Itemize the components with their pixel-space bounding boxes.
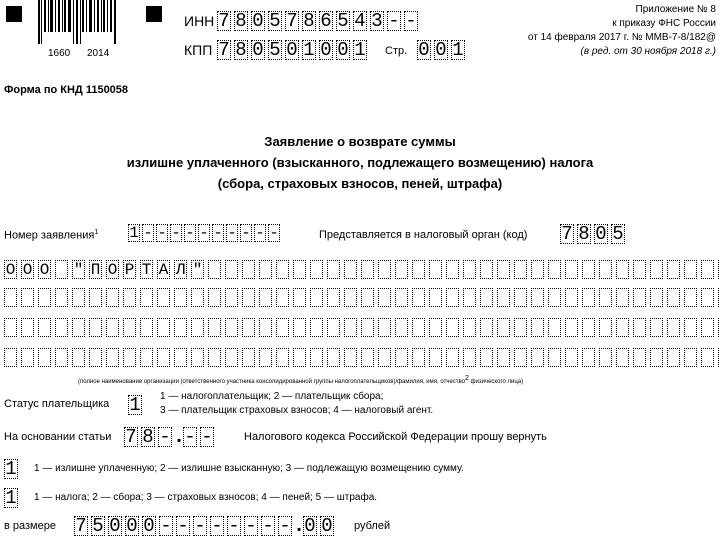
name-char-cell[interactable] (514, 348, 527, 367)
application-number-cell[interactable]: - (227, 224, 237, 242)
article-label: На основании статьи (4, 431, 112, 443)
payer-status-field[interactable] (128, 395, 145, 415)
inn-field[interactable] (217, 11, 421, 31)
form-code: Форма по КНД 1150058 (4, 84, 129, 96)
amount-cell[interactable]: - (194, 515, 206, 537)
tax-authority-label: Представляется в налоговый орган (код) (319, 229, 528, 241)
name-char-cell[interactable] (616, 318, 629, 337)
inn-label: ИНН (184, 13, 215, 29)
name-char-cell[interactable] (497, 318, 510, 337)
name-char-cell[interactable] (412, 288, 425, 307)
name-char-cell[interactable] (548, 348, 561, 367)
inn-cell[interactable]: 5 (269, 10, 281, 32)
name-char-cell[interactable] (582, 318, 595, 337)
name-char-cell[interactable] (599, 288, 612, 307)
kpp-cell[interactable]: 7 (218, 39, 230, 61)
name-char-cell[interactable] (242, 260, 255, 279)
name-char-cell[interactable] (548, 288, 561, 307)
inn-cell[interactable]: - (388, 10, 400, 32)
amount-cell[interactable]: 0 (126, 515, 138, 537)
name-char-cell[interactable] (650, 348, 663, 367)
name-char-cell[interactable] (446, 348, 459, 367)
name-char-cell[interactable] (140, 348, 153, 367)
application-number-cell[interactable]: - (255, 224, 265, 242)
footnote-marker: 1 (94, 229, 99, 236)
refund-type-field[interactable] (4, 459, 21, 479)
name-char-cell[interactable] (633, 318, 646, 337)
name-char-cell[interactable]: П (90, 261, 101, 279)
name-char-cell[interactable] (599, 318, 612, 337)
payer-status-options-2: 3 — плательщик страховых взносов; 4 — налоговый агент. (160, 405, 434, 416)
name-char-cell[interactable] (633, 260, 646, 279)
inn-cell[interactable]: 4 (354, 10, 366, 32)
name-char-cell[interactable] (531, 348, 544, 367)
title-line: (сбора, страховых взносов, пеней, штрафа) (217, 176, 503, 191)
amount-cell[interactable]: - (279, 515, 291, 537)
name-char-cell[interactable] (38, 348, 51, 367)
name-char-cell[interactable] (276, 260, 289, 279)
name-char-cell[interactable] (599, 260, 612, 279)
name-char-cell[interactable] (55, 260, 68, 279)
application-number-cell[interactable]: - (171, 224, 181, 242)
name-char-cell[interactable] (548, 260, 561, 279)
name-char-cell[interactable]: Л (175, 261, 186, 279)
refund-type-cell[interactable]: 1 (5, 458, 17, 480)
form-title (0, 131, 720, 194)
name-char-cell[interactable] (395, 348, 408, 367)
name-char-cell[interactable] (616, 260, 629, 279)
name-char-cell[interactable] (684, 260, 697, 279)
name-char-cell[interactable] (650, 260, 663, 279)
name-char-cell[interactable] (259, 318, 272, 337)
amount-cell[interactable]: 7 (75, 515, 87, 537)
name-char-cell[interactable] (701, 288, 714, 307)
application-number-field[interactable] (128, 224, 282, 242)
name-char-cell[interactable] (582, 288, 595, 307)
name-char-cell[interactable] (361, 260, 374, 279)
corner-marker-left (6, 6, 22, 22)
amount-cell[interactable]: - (262, 515, 274, 537)
kpp-cell[interactable]: 1 (303, 39, 315, 61)
name-char-cell[interactable]: " (192, 261, 203, 279)
kpp-cell[interactable]: 1 (354, 39, 366, 61)
name-char-cell[interactable] (616, 288, 629, 307)
footnote-marker: 2 (465, 375, 469, 382)
kpp-cell[interactable]: 5 (269, 39, 281, 61)
organization-name-row[interactable] (4, 260, 720, 279)
kpp-cell[interactable]: 8 (235, 39, 247, 61)
amount-cell[interactable]: 0 (321, 515, 333, 537)
decimal-dot: . (176, 425, 182, 447)
inn-cell[interactable]: 6 (320, 10, 332, 32)
decimal-dot: . (296, 514, 302, 536)
name-char-cell[interactable] (565, 288, 578, 307)
kpp-cell[interactable]: 0 (252, 39, 264, 61)
inn-cell[interactable]: 7 (286, 10, 298, 32)
name-char-cell[interactable] (293, 260, 306, 279)
amount-cell[interactable]: - (245, 515, 257, 537)
name-char-cell[interactable] (684, 348, 697, 367)
name-char-cell[interactable] (293, 288, 306, 307)
name-char-cell[interactable] (208, 348, 221, 367)
name-char-cell[interactable] (72, 318, 85, 337)
name-char-cell[interactable] (463, 288, 476, 307)
title-line: излишне уплаченного (взысканного, подлежащего возмещению) налога (126, 155, 594, 170)
name-char-cell[interactable] (395, 318, 408, 337)
name-char-cell[interactable] (123, 348, 136, 367)
name-char-cell[interactable] (4, 288, 17, 307)
amount-cell[interactable]: 5 (92, 515, 104, 537)
name-char-cell[interactable] (89, 348, 102, 367)
name-char-cell[interactable] (208, 318, 221, 337)
name-char-cell[interactable] (55, 318, 68, 337)
name-char-cell[interactable] (55, 288, 68, 307)
name-char-cell[interactable] (38, 288, 51, 307)
name-char-cell[interactable] (242, 348, 255, 367)
name-char-cell[interactable]: О (5, 261, 16, 279)
amount-cell[interactable]: 0 (143, 515, 155, 537)
name-char-cell[interactable] (565, 318, 578, 337)
name-char-cell[interactable]: О (39, 261, 50, 279)
name-char-cell[interactable] (701, 348, 714, 367)
name-char-cell[interactable]: О (107, 261, 118, 279)
inn-cell[interactable]: - (405, 10, 417, 32)
organization-name-row[interactable] (4, 348, 720, 367)
name-char-cell[interactable] (174, 288, 187, 307)
name-char-cell[interactable] (106, 288, 119, 307)
name-char-cell[interactable] (361, 288, 374, 307)
application-number-cell[interactable]: 1 (129, 224, 139, 242)
application-number-cell[interactable]: - (241, 224, 251, 242)
name-char-cell[interactable] (582, 260, 595, 279)
name-char-cell[interactable] (684, 288, 697, 307)
inn-cell[interactable]: 5 (337, 10, 349, 32)
amount-cell[interactable]: - (160, 515, 172, 537)
name-char-cell[interactable] (259, 260, 272, 279)
name-char-cell[interactable] (259, 288, 272, 307)
name-char-cell[interactable] (191, 348, 204, 367)
tax-authority-cell[interactable]: 8 (578, 223, 590, 245)
payer-status-options-1: 1 — налогоплательщик; 2 — плательщик сбора; (160, 391, 384, 402)
caption-text-end: физического лица) (470, 379, 524, 385)
article-cell[interactable]: - (159, 426, 171, 448)
name-char-cell[interactable] (242, 318, 255, 337)
payer-status-cell[interactable]: 1 (129, 394, 141, 416)
name-char-cell[interactable] (327, 318, 340, 337)
amount-cell[interactable]: - (228, 515, 240, 537)
name-char-cell[interactable] (140, 318, 153, 337)
amount-label: в размере (4, 520, 56, 532)
name-char-cell[interactable] (106, 348, 119, 367)
name-char-cell[interactable] (208, 260, 221, 279)
appendix-line: (в ред. от 30 ноября 2018 г.) (580, 46, 716, 57)
name-char-cell[interactable] (327, 288, 340, 307)
name-char-cell[interactable] (293, 318, 306, 337)
name-char-cell[interactable] (548, 318, 561, 337)
name-char-cell[interactable] (633, 288, 646, 307)
title-line: Заявление о возврате суммы (264, 134, 456, 149)
kpp-cell[interactable]: 0 (320, 39, 332, 61)
application-number-cell[interactable]: - (157, 224, 167, 242)
name-char-cell[interactable] (684, 318, 697, 337)
name-char-cell[interactable] (378, 318, 391, 337)
name-char-cell[interactable] (480, 348, 493, 367)
name-char-cell[interactable] (327, 348, 340, 367)
organization-name-row[interactable] (4, 288, 720, 307)
name-char-cell[interactable] (497, 260, 510, 279)
kpp-field[interactable] (217, 40, 370, 60)
name-char-cell[interactable] (276, 288, 289, 307)
article-cell[interactable]: - (184, 426, 196, 448)
name-char-cell[interactable] (463, 348, 476, 367)
name-char-cell[interactable] (157, 318, 170, 337)
page-cell[interactable]: 1 (452, 39, 464, 61)
name-char-cell[interactable] (667, 348, 680, 367)
corner-marker-right (146, 6, 162, 22)
name-char-cell[interactable] (395, 288, 408, 307)
name-char-cell[interactable] (633, 348, 646, 367)
name-char-cell[interactable] (361, 318, 374, 337)
name-char-cell[interactable] (565, 348, 578, 367)
payment-type-cell[interactable]: 1 (5, 487, 17, 509)
name-char-cell[interactable] (378, 288, 391, 307)
name-char-cell[interactable] (480, 288, 493, 307)
amount-unit: рублей (354, 520, 391, 532)
appendix-line: Приложение № 8 (635, 4, 716, 15)
name-char-cell[interactable] (701, 260, 714, 279)
name-char-cell[interactable] (429, 288, 442, 307)
amount-cell[interactable]: - (177, 515, 189, 537)
barcode (36, 0, 120, 48)
name-char-cell[interactable] (565, 260, 578, 279)
name-char-cell[interactable] (4, 348, 17, 367)
page-label: Стр. (385, 45, 408, 57)
tax-authority-code-field[interactable] (560, 224, 628, 244)
name-char-cell[interactable] (650, 288, 663, 307)
application-number-cell[interactable]: - (185, 224, 195, 242)
kpp-cell[interactable]: 0 (286, 39, 298, 61)
name-char-cell[interactable] (412, 348, 425, 367)
name-char-cell[interactable] (72, 348, 85, 367)
name-char-cell[interactable] (446, 260, 459, 279)
name-char-cell[interactable] (514, 318, 527, 337)
name-char-cell[interactable] (225, 260, 238, 279)
name-char-cell[interactable] (429, 260, 442, 279)
name-char-cell[interactable] (4, 318, 17, 337)
name-char-cell[interactable] (123, 288, 136, 307)
name-char-cell[interactable] (191, 318, 204, 337)
name-char-cell[interactable] (344, 260, 357, 279)
name-char-cell[interactable] (463, 260, 476, 279)
name-char-cell[interactable] (429, 318, 442, 337)
name-char-cell[interactable] (157, 288, 170, 307)
name-char-cell[interactable] (582, 348, 595, 367)
name-char-cell[interactable] (225, 318, 238, 337)
page-cell[interactable]: 0 (435, 39, 447, 61)
name-char-cell[interactable] (276, 318, 289, 337)
name-char-cell[interactable]: Т (141, 261, 152, 279)
article-cell[interactable]: - (201, 426, 213, 448)
amount-field[interactable] (74, 516, 337, 536)
amount-cell[interactable]: 0 (109, 515, 121, 537)
appendix-line: от 14 февраля 2017 г. № ММВ-7-8/182@ (527, 32, 716, 43)
name-char-cell[interactable] (21, 318, 34, 337)
application-number-cell[interactable]: - (143, 224, 153, 242)
name-char-cell[interactable] (412, 318, 425, 337)
name-char-cell[interactable] (21, 348, 34, 367)
name-char-cell[interactable] (480, 260, 493, 279)
name-char-cell[interactable] (174, 318, 187, 337)
name-char-cell[interactable] (514, 260, 527, 279)
name-char-cell[interactable] (344, 288, 357, 307)
tax-authority-cell[interactable]: 5 (612, 223, 624, 245)
name-char-cell[interactable] (140, 288, 153, 307)
name-char-cell[interactable] (531, 260, 544, 279)
organization-name-caption (78, 375, 523, 385)
payment-type-field[interactable] (4, 488, 21, 508)
name-char-cell[interactable] (531, 318, 544, 337)
name-char-cell[interactable] (667, 288, 680, 307)
application-number-cell[interactable]: - (269, 224, 279, 242)
payer-status-label: Статус плательщика (4, 398, 110, 410)
application-number-label-text: Номер заявления (4, 229, 95, 242)
application-number-cell[interactable]: - (199, 224, 209, 242)
name-char-cell[interactable] (497, 288, 510, 307)
name-char-cell[interactable]: А (158, 261, 169, 279)
name-char-cell[interactable] (225, 288, 238, 307)
inn-cell[interactable]: 3 (371, 10, 383, 32)
name-char-cell[interactable] (89, 318, 102, 337)
name-char-cell[interactable] (310, 260, 323, 279)
name-char-cell[interactable] (650, 318, 663, 337)
name-char-cell[interactable] (429, 348, 442, 367)
kpp-label: КПП (184, 42, 213, 58)
name-char-cell[interactable] (446, 318, 459, 337)
name-char-cell[interactable] (412, 260, 425, 279)
amount-cell[interactable]: 0 (304, 515, 316, 537)
inn-cell[interactable]: 0 (252, 10, 264, 32)
name-char-cell[interactable] (599, 348, 612, 367)
name-char-cell[interactable] (310, 288, 323, 307)
name-char-cell[interactable] (293, 348, 306, 367)
name-char-cell[interactable] (378, 348, 391, 367)
appendix-reference (528, 3, 716, 59)
article-cell[interactable]: 8 (142, 426, 154, 448)
barcode-number-right: 2014 (87, 48, 110, 59)
page-number-field[interactable] (417, 40, 468, 60)
name-char-cell[interactable] (480, 318, 493, 337)
name-char-cell[interactable] (463, 318, 476, 337)
name-char-cell[interactable] (208, 288, 221, 307)
name-char-cell[interactable] (514, 288, 527, 307)
inn-cell[interactable]: 8 (303, 10, 315, 32)
name-char-cell[interactable] (55, 348, 68, 367)
article-text: Налогового кодекса Российской Федерации прошу вернуть (244, 431, 547, 443)
name-char-cell[interactable] (378, 260, 391, 279)
name-char-cell[interactable] (191, 288, 204, 307)
name-char-cell[interactable] (701, 318, 714, 337)
article-field[interactable] (124, 427, 217, 447)
name-char-cell[interactable] (327, 260, 340, 279)
application-number-cell[interactable]: - (213, 224, 223, 242)
name-char-cell[interactable] (344, 318, 357, 337)
name-char-cell[interactable] (21, 288, 34, 307)
name-char-cell[interactable] (310, 348, 323, 367)
inn-cell[interactable]: 7 (218, 10, 230, 32)
tax-authority-cell[interactable]: 7 (561, 223, 573, 245)
name-char-cell[interactable] (667, 260, 680, 279)
amount-cell[interactable]: - (211, 515, 223, 537)
name-char-cell[interactable] (89, 288, 102, 307)
name-char-cell[interactable] (497, 348, 510, 367)
name-char-cell[interactable] (616, 348, 629, 367)
page-cell[interactable]: 0 (418, 39, 430, 61)
name-char-cell[interactable] (157, 348, 170, 367)
inn-cell[interactable]: 8 (235, 10, 247, 32)
article-cell[interactable]: 7 (125, 426, 137, 448)
caption-text: (полное наименование организации (ответственного участника консолидированной группы налогоплательщиков)/фамилия, имя, отчество (78, 379, 465, 385)
kpp-cell[interactable]: 0 (337, 39, 349, 61)
name-char-cell[interactable] (531, 288, 544, 307)
name-char-cell[interactable] (106, 318, 119, 337)
name-char-cell[interactable] (123, 318, 136, 337)
name-char-cell[interactable]: О (22, 261, 33, 279)
name-char-cell[interactable]: " (73, 261, 84, 279)
organization-name-row[interactable] (4, 318, 720, 337)
name-char-cell[interactable] (38, 318, 51, 337)
name-char-cell[interactable] (446, 288, 459, 307)
name-char-cell[interactable] (242, 288, 255, 307)
appendix-line: к приказу ФНС России (612, 18, 716, 29)
name-char-cell[interactable] (276, 348, 289, 367)
name-char-cell[interactable] (310, 318, 323, 337)
payment-type-options: 1 — налога; 2 — сбора; 3 — страховых взносов; 4 — пеней; 5 — штрафа. (34, 492, 378, 503)
name-char-cell[interactable] (395, 260, 408, 279)
name-char-cell[interactable] (667, 318, 680, 337)
name-char-cell[interactable] (174, 348, 187, 367)
refund-type-options: 1 — излишне уплаченную; 2 — излишне взысканную; 3 — подлежащую возмещению сумму. (34, 463, 464, 474)
name-char-cell[interactable] (225, 348, 238, 367)
name-char-cell[interactable] (72, 288, 85, 307)
name-char-cell[interactable] (259, 348, 272, 367)
name-char-cell[interactable] (344, 348, 357, 367)
tax-authority-cell[interactable]: 0 (595, 223, 607, 245)
barcode-number-left: 1660 (48, 48, 71, 59)
name-char-cell[interactable] (361, 348, 374, 367)
name-char-cell[interactable]: Р (124, 261, 135, 279)
application-number-label (4, 229, 98, 242)
